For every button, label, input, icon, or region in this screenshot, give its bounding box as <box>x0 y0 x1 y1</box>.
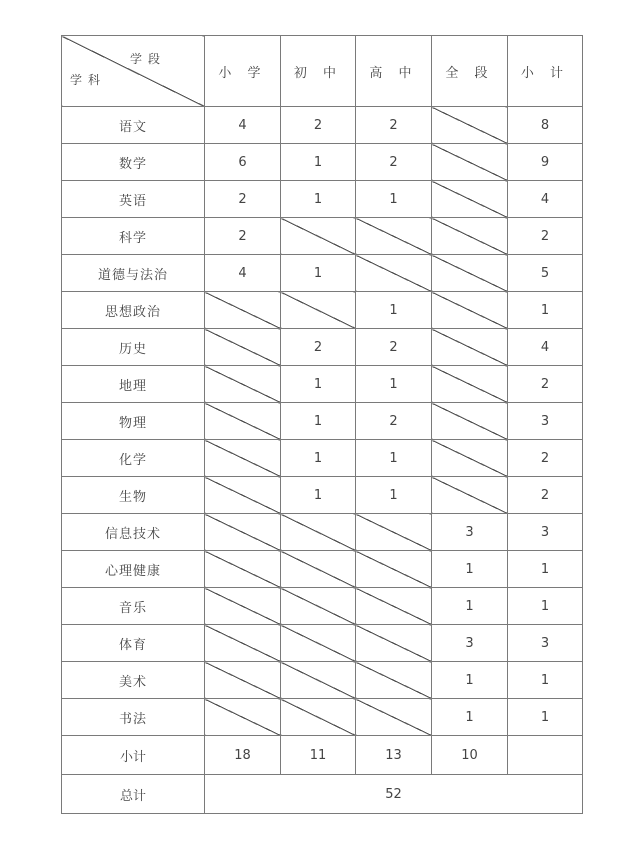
count-cell: 2 <box>281 329 356 366</box>
empty-slash-cell <box>205 588 281 625</box>
empty-slash-cell <box>281 218 356 255</box>
empty-slash-cell <box>205 329 281 366</box>
empty-slash-cell <box>205 662 281 699</box>
col-header-senior: 高 中 <box>356 36 432 107</box>
table-row <box>62 255 583 292</box>
empty-slash-cell <box>356 514 432 551</box>
count-cell: 1 <box>432 662 508 699</box>
count-cell: 2 <box>356 403 432 440</box>
total-row <box>62 775 583 814</box>
table-row <box>62 514 583 551</box>
count-cell: 2 <box>281 107 356 144</box>
subject-cell: 化学 <box>62 440 205 477</box>
row-subtotal-cell: 2 <box>508 218 583 255</box>
empty-slash-cell <box>432 329 508 366</box>
count-cell: 3 <box>432 514 508 551</box>
empty-slash-cell <box>281 588 356 625</box>
table-row <box>62 181 583 218</box>
empty-slash-cell <box>356 662 432 699</box>
table-row <box>62 551 583 588</box>
subject-cell: 思想政治 <box>62 292 205 329</box>
table-row <box>62 107 583 144</box>
count-cell: 1 <box>281 403 356 440</box>
empty-slash-cell <box>356 625 432 662</box>
column-subtotal-cell: 18 <box>205 736 281 775</box>
col-header-primary: 小 学 <box>205 36 281 107</box>
table-row <box>62 440 583 477</box>
table-row <box>62 403 583 440</box>
row-subtotal-cell: 9 <box>508 144 583 181</box>
count-cell: 2 <box>205 181 281 218</box>
table-row <box>62 625 583 662</box>
count-cell: 1 <box>356 477 432 514</box>
row-subtotal-cell: 2 <box>508 477 583 514</box>
total-value: 52 <box>205 775 583 814</box>
row-subtotal-cell: 1 <box>508 699 583 736</box>
col-header-subtotal: 小 计 <box>508 36 583 107</box>
empty-slash-cell <box>356 255 432 292</box>
column-subtotal-cell <box>508 736 583 775</box>
row-subtotal-cell: 5 <box>508 255 583 292</box>
empty-slash-cell <box>281 699 356 736</box>
table-row <box>62 662 583 699</box>
row-subtotal-cell: 1 <box>508 292 583 329</box>
count-cell: 4 <box>205 255 281 292</box>
subject-cell: 美术 <box>62 662 205 699</box>
subject-cell: 信息技术 <box>62 514 205 551</box>
empty-slash-cell <box>432 477 508 514</box>
subject-cell: 音乐 <box>62 588 205 625</box>
empty-slash-cell <box>205 514 281 551</box>
count-cell: 1 <box>356 181 432 218</box>
empty-slash-cell <box>356 551 432 588</box>
count-cell: 2 <box>356 144 432 181</box>
staffing-table <box>61 35 583 814</box>
empty-slash-cell <box>205 366 281 403</box>
count-cell: 4 <box>205 107 281 144</box>
row-subtotal-cell: 1 <box>508 588 583 625</box>
subject-cell: 数学 <box>62 144 205 181</box>
subtotal-label: 小计 <box>62 736 205 775</box>
table-row <box>62 366 583 403</box>
table-row <box>62 292 583 329</box>
empty-slash-cell <box>356 218 432 255</box>
table-row <box>62 699 583 736</box>
empty-slash-cell <box>432 255 508 292</box>
count-cell: 1 <box>432 551 508 588</box>
subject-cell: 道德与法治 <box>62 255 205 292</box>
column-subtotal-cell: 13 <box>356 736 432 775</box>
count-cell: 1 <box>432 588 508 625</box>
count-cell: 1 <box>432 699 508 736</box>
count-cell: 6 <box>205 144 281 181</box>
count-cell: 2 <box>205 218 281 255</box>
empty-slash-cell <box>281 551 356 588</box>
empty-slash-cell <box>432 107 508 144</box>
empty-slash-cell <box>281 514 356 551</box>
empty-slash-cell <box>432 440 508 477</box>
subject-cell: 历史 <box>62 329 205 366</box>
table-row <box>62 218 583 255</box>
row-subtotal-cell: 3 <box>508 514 583 551</box>
subject-cell: 体育 <box>62 625 205 662</box>
subject-cell: 英语 <box>62 181 205 218</box>
empty-slash-cell <box>356 588 432 625</box>
row-subtotal-cell: 3 <box>508 625 583 662</box>
empty-slash-cell <box>205 477 281 514</box>
table-row <box>62 477 583 514</box>
subject-cell: 心理健康 <box>62 551 205 588</box>
subject-header-label: 学科 <box>70 73 107 87</box>
empty-slash-cell <box>205 551 281 588</box>
subject-cell: 科学 <box>62 218 205 255</box>
row-subtotal-cell: 8 <box>508 107 583 144</box>
corner-header-cell <box>62 36 205 107</box>
subject-cell: 地理 <box>62 366 205 403</box>
col-header-all: 全 段 <box>432 36 508 107</box>
total-label: 总计 <box>62 775 205 814</box>
row-subtotal-cell: 2 <box>508 366 583 403</box>
empty-slash-cell <box>432 403 508 440</box>
empty-slash-cell <box>205 699 281 736</box>
table-row <box>62 329 583 366</box>
count-cell: 1 <box>356 366 432 403</box>
empty-slash-cell <box>205 292 281 329</box>
subject-cell: 语文 <box>62 107 205 144</box>
count-cell: 1 <box>281 181 356 218</box>
column-subtotal-cell: 11 <box>281 736 356 775</box>
row-subtotal-cell: 1 <box>508 662 583 699</box>
empty-slash-cell <box>356 699 432 736</box>
count-cell: 1 <box>356 292 432 329</box>
count-cell: 1 <box>281 440 356 477</box>
stage-header-label: 学段 <box>129 52 166 66</box>
empty-slash-cell <box>432 218 508 255</box>
count-cell: 1 <box>281 477 356 514</box>
col-header-junior: 初 中 <box>281 36 356 107</box>
count-cell: 1 <box>356 440 432 477</box>
count-cell: 1 <box>281 255 356 292</box>
count-cell: 1 <box>281 366 356 403</box>
empty-slash-cell <box>432 366 508 403</box>
empty-slash-cell <box>205 403 281 440</box>
subtotal-row <box>62 736 583 775</box>
row-subtotal-cell: 4 <box>508 181 583 218</box>
empty-slash-cell <box>432 144 508 181</box>
subject-cell: 书法 <box>62 699 205 736</box>
subject-cell: 生物 <box>62 477 205 514</box>
row-subtotal-cell: 1 <box>508 551 583 588</box>
empty-slash-cell <box>205 440 281 477</box>
row-subtotal-cell: 3 <box>508 403 583 440</box>
row-subtotal-cell: 2 <box>508 440 583 477</box>
count-cell: 1 <box>281 144 356 181</box>
empty-slash-cell <box>281 625 356 662</box>
header-row <box>62 36 583 107</box>
empty-slash-cell <box>281 292 356 329</box>
row-subtotal-cell: 4 <box>508 329 583 366</box>
empty-slash-cell <box>281 662 356 699</box>
empty-slash-cell <box>432 181 508 218</box>
table-row <box>62 144 583 181</box>
empty-slash-cell <box>205 625 281 662</box>
count-cell: 2 <box>356 107 432 144</box>
empty-slash-cell <box>432 292 508 329</box>
subject-cell: 物理 <box>62 403 205 440</box>
table-row <box>62 588 583 625</box>
count-cell: 2 <box>356 329 432 366</box>
column-subtotal-cell: 10 <box>432 736 508 775</box>
count-cell: 3 <box>432 625 508 662</box>
